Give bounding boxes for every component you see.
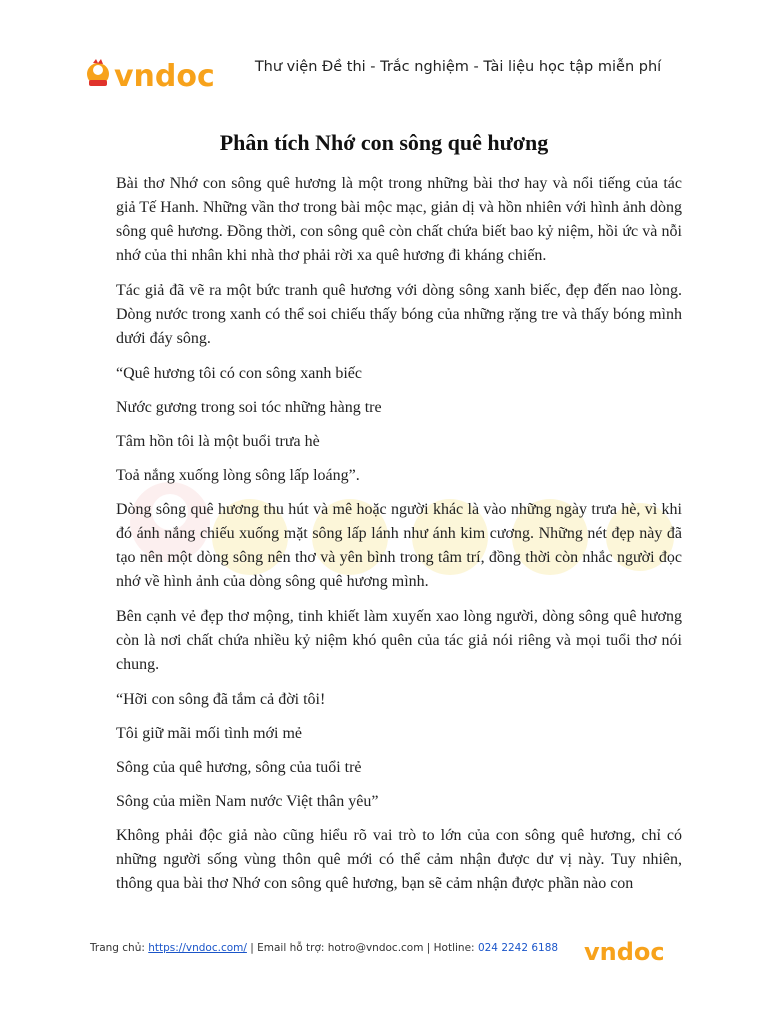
paragraph: Bài thơ Nhớ con sông quê hương là một trong những bài thơ hay và nổi tiếng của tác giả Tế Hanh. Những vần thơ trong bài mộc mạc, giản dị và hồn nhiên với hình ảnh dòng sông quê hương. Đồng thời, con sông quê còn chất chứa biết bao kỷ niệm, hồi ức và nỗi nhớ của thi nhân khi nhà thơ phải rời xa quê hương đi kháng chiến.: [116, 175, 682, 264]
vndoc-logo[interactable]: [84, 58, 234, 92]
verse-line: Nước gương trong soi tóc những hàng tre: [116, 399, 382, 416]
verse-line: Tâm hồn tôi là một buổi trưa hè: [116, 433, 320, 450]
paragraph: Bên cạnh vẻ đẹp thơ mộng, tinh khiết làm xuyến xao lòng người, dòng sông quê hương còn là nơi chất chứa nhiều kỷ niệm khó quên của tác giả nói riêng và mọi tuổi thơ nói chung.: [116, 608, 682, 673]
footer-home-label: Trang chủ:: [90, 942, 149, 954]
footer-contact-text: | Email hỗ trợ: hotro@vndoc.com | Hotline:: [246, 942, 478, 954]
verse-line: Sông của quê hương, sông của tuổi trẻ: [116, 759, 362, 776]
page-header: [84, 52, 684, 102]
header-tagline: Thư viện Đề thi - Trắc nghiệm - Tài liệu học tập miễn phí: [254, 59, 662, 75]
paragraph: Dòng sông quê hương thu hút và mê hoặc người khác là vào những ngày trưa hè, vì khi đó ánh nắng chiếu xuống mặt sông lấp lánh như ánh kim cương. Những nét đẹp này đã tạo nên một dòng sông nên thơ và yên bình trong tâm trí, đồng thời còn nhắc người đọc nhớ về hình ảnh của dòng sông quê hương mình.: [116, 501, 682, 590]
logo-text: vndoc: [114, 59, 215, 92]
footer-vndoc-logo[interactable]: [584, 938, 680, 964]
footer-logo-text: vndoc: [584, 938, 665, 964]
paragraph: Không phải độc giả nào cũng hiểu rõ vai trò to lớn của con sông quê hương, chỉ có những người sống vùng thôn quê mới có thể cảm nhận được dư vị này. Tuy nhiên, thông qua bài thơ Nhớ con sông quê hương, bạn sẽ cảm nhận được phần nào con: [116, 827, 682, 892]
verse-line: Tôi giữ mãi mối tình mới mẻ: [116, 725, 303, 742]
verse-line: Sông của miền Nam nước Việt thân yêu”: [116, 793, 379, 810]
verse-line: “Hỡi con sông đã tắm cả đời tôi!: [116, 691, 326, 708]
page-title: Phân tích Nhớ con sông quê hương: [219, 130, 549, 155]
verse-line: “Quê hương tôi có con sông xanh biếc: [116, 365, 362, 382]
article-body: [116, 172, 682, 907]
footer-hotline[interactable]: 024 2242 6188: [477, 942, 559, 954]
paragraph: Tác giả đã vẽ ra một bức tranh quê hương với dòng sông xanh biếc, đẹp đến nao lòng. Dòng nước trong xanh có thể soi chiếu thấy bóng của những rặng tre và thấy bóng mình dưới đáy sông.: [116, 282, 682, 347]
footer-home-link[interactable]: https://vndoc.com/: [148, 942, 247, 954]
verse-line: Toả nắng xuống lòng sông lấp loáng”.: [116, 467, 360, 484]
